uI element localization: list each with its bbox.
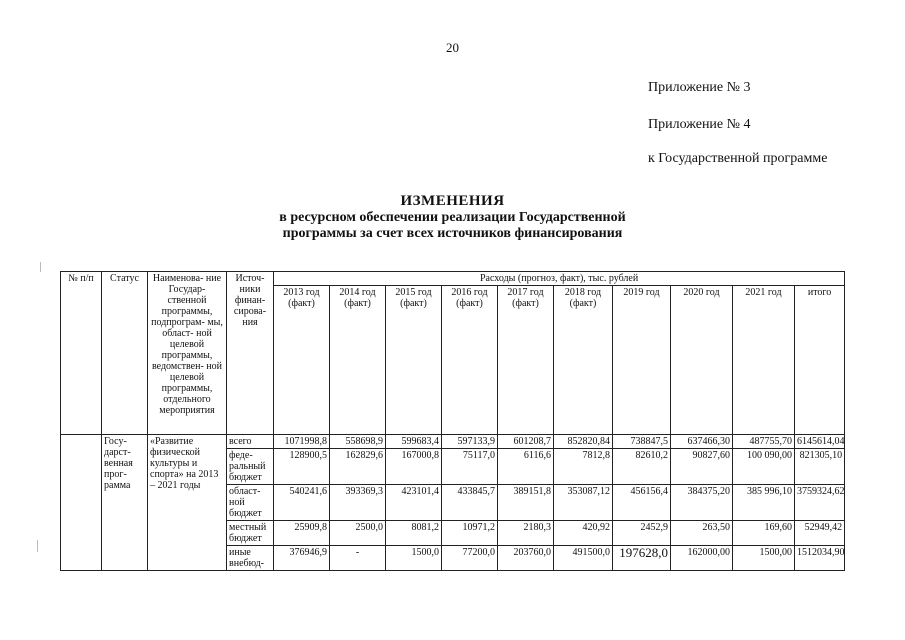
table-cell: 162829,6 — [330, 449, 386, 485]
header-name: Наименова- ние Государ- ственной программы, подпрограм- мы, област- ной целевой программы, ведомствен- ной целевой программы, отдельного мероприятия — [148, 272, 227, 435]
header-year: 2018 год (факт) — [554, 286, 613, 435]
program-status: Госу- дарст- венная прог- рамма — [102, 435, 148, 571]
table-cell: 6116,6 — [498, 449, 554, 485]
resource-table — [60, 271, 845, 571]
table-cell: 637466,30 — [671, 435, 733, 449]
annex-program-ref: к Государственной программе — [648, 151, 828, 166]
table-cell: 8081,2 — [386, 521, 442, 546]
table-cell: 77200,0 — [442, 546, 498, 571]
table-cell: 75117,0 — [442, 449, 498, 485]
source-label: феде- ральный бюджет — [227, 449, 274, 485]
header-year: 2017 год (факт) — [498, 286, 554, 435]
header-num: № п/п — [61, 272, 102, 435]
table-cell: 100 090,00 — [733, 449, 795, 485]
title-sub-1: в ресурсном обеспечении реализации Государственной — [279, 210, 626, 225]
table-cell: 82610,2 — [613, 449, 671, 485]
table-cell: 423101,4 — [386, 485, 442, 521]
source-label: местный бюджет — [227, 521, 274, 546]
header-year: 2021 год — [733, 286, 795, 435]
table-cell-total: 6145614,04 — [795, 435, 845, 449]
table-cell: 203760,0 — [498, 546, 554, 571]
table-cell: 7812,8 — [554, 449, 613, 485]
table-cell-total: 52949,42 — [795, 521, 845, 546]
table-cell-total: 3759324,62 — [795, 485, 845, 521]
source-label: област- ной бюджет — [227, 485, 274, 521]
header-year: 2013 год (факт) — [274, 286, 330, 435]
table-cell: 263,50 — [671, 521, 733, 546]
source-label: иные внебюд- — [227, 546, 274, 571]
table-cell: 491500,0 — [554, 546, 613, 571]
scan-artifact — [37, 540, 38, 552]
program-name: «Развитие физической культуры и спорта» на 2013 – 2021 годы — [148, 435, 227, 571]
header-year: 2019 год — [613, 286, 671, 435]
table-cell: 393369,3 — [330, 485, 386, 521]
header-year: 2016 год (факт) — [442, 286, 498, 435]
table-cell: - — [330, 546, 386, 571]
table-cell: 10971,2 — [442, 521, 498, 546]
header-year: 2014 год (факт) — [330, 286, 386, 435]
table-cell: 601208,7 — [498, 435, 554, 449]
table-cell: 599683,4 — [386, 435, 442, 449]
header-year: 2015 год (факт) — [386, 286, 442, 435]
table-cell: 558698,9 — [330, 435, 386, 449]
table-cell: 597133,9 — [442, 435, 498, 449]
table-cell: 1500,0 — [386, 546, 442, 571]
table-cell: 2180,3 — [498, 521, 554, 546]
header-status: Статус — [102, 272, 148, 435]
table-cell: 384375,20 — [671, 485, 733, 521]
header-expenses: Расходы (прогноз, факт), тыс. рублей — [274, 272, 845, 286]
page-number: 20 — [446, 40, 459, 55]
table-cell: 456156,4 — [613, 485, 671, 521]
table-cell: 738847,5 — [613, 435, 671, 449]
table-cell: 167000,8 — [386, 449, 442, 485]
table-cell: 1071998,8 — [274, 435, 330, 449]
table-cell: 487755,70 — [733, 435, 795, 449]
table-cell: 162000,00 — [671, 546, 733, 571]
source-label: всего — [227, 435, 274, 449]
title-sub-2: программы за счет всех источников финансирования — [282, 226, 623, 241]
table-cell: 420,92 — [554, 521, 613, 546]
table-cell-total: 821305,10 — [795, 449, 845, 485]
title-main: ИЗМЕНЕНИЯ — [400, 193, 505, 209]
table-cell: 90827,60 — [671, 449, 733, 485]
annex-line-3: Приложение № 3 — [648, 80, 751, 95]
table-cell: 2452,9 — [613, 521, 671, 546]
header-total: итого — [795, 286, 845, 435]
table-cell: 169,60 — [733, 521, 795, 546]
table-cell: 433845,7 — [442, 485, 498, 521]
table-cell: 2500,0 — [330, 521, 386, 546]
header-year: 2020 год — [671, 286, 733, 435]
program-num-cell — [61, 435, 102, 571]
annex-line-4: Приложение № 4 — [648, 117, 751, 132]
table-cell: 197628,0 — [613, 546, 671, 571]
table-cell: 540241,6 — [274, 485, 330, 521]
table-cell-total: 1512034,90 — [795, 546, 845, 571]
table-cell: 353087,12 — [554, 485, 613, 521]
table-cell: 25909,8 — [274, 521, 330, 546]
table-cell: 852820,84 — [554, 435, 613, 449]
header-source: Источ- ники финан- сирова- ния — [227, 272, 274, 435]
table-cell: 1500,00 — [733, 546, 795, 571]
table-cell: 376946,9 — [274, 546, 330, 571]
table-cell: 128900,5 — [274, 449, 330, 485]
table-cell: 389151,8 — [498, 485, 554, 521]
scan-artifact — [40, 262, 41, 272]
table-cell: 385 996,10 — [733, 485, 795, 521]
document-title — [0, 193, 905, 242]
